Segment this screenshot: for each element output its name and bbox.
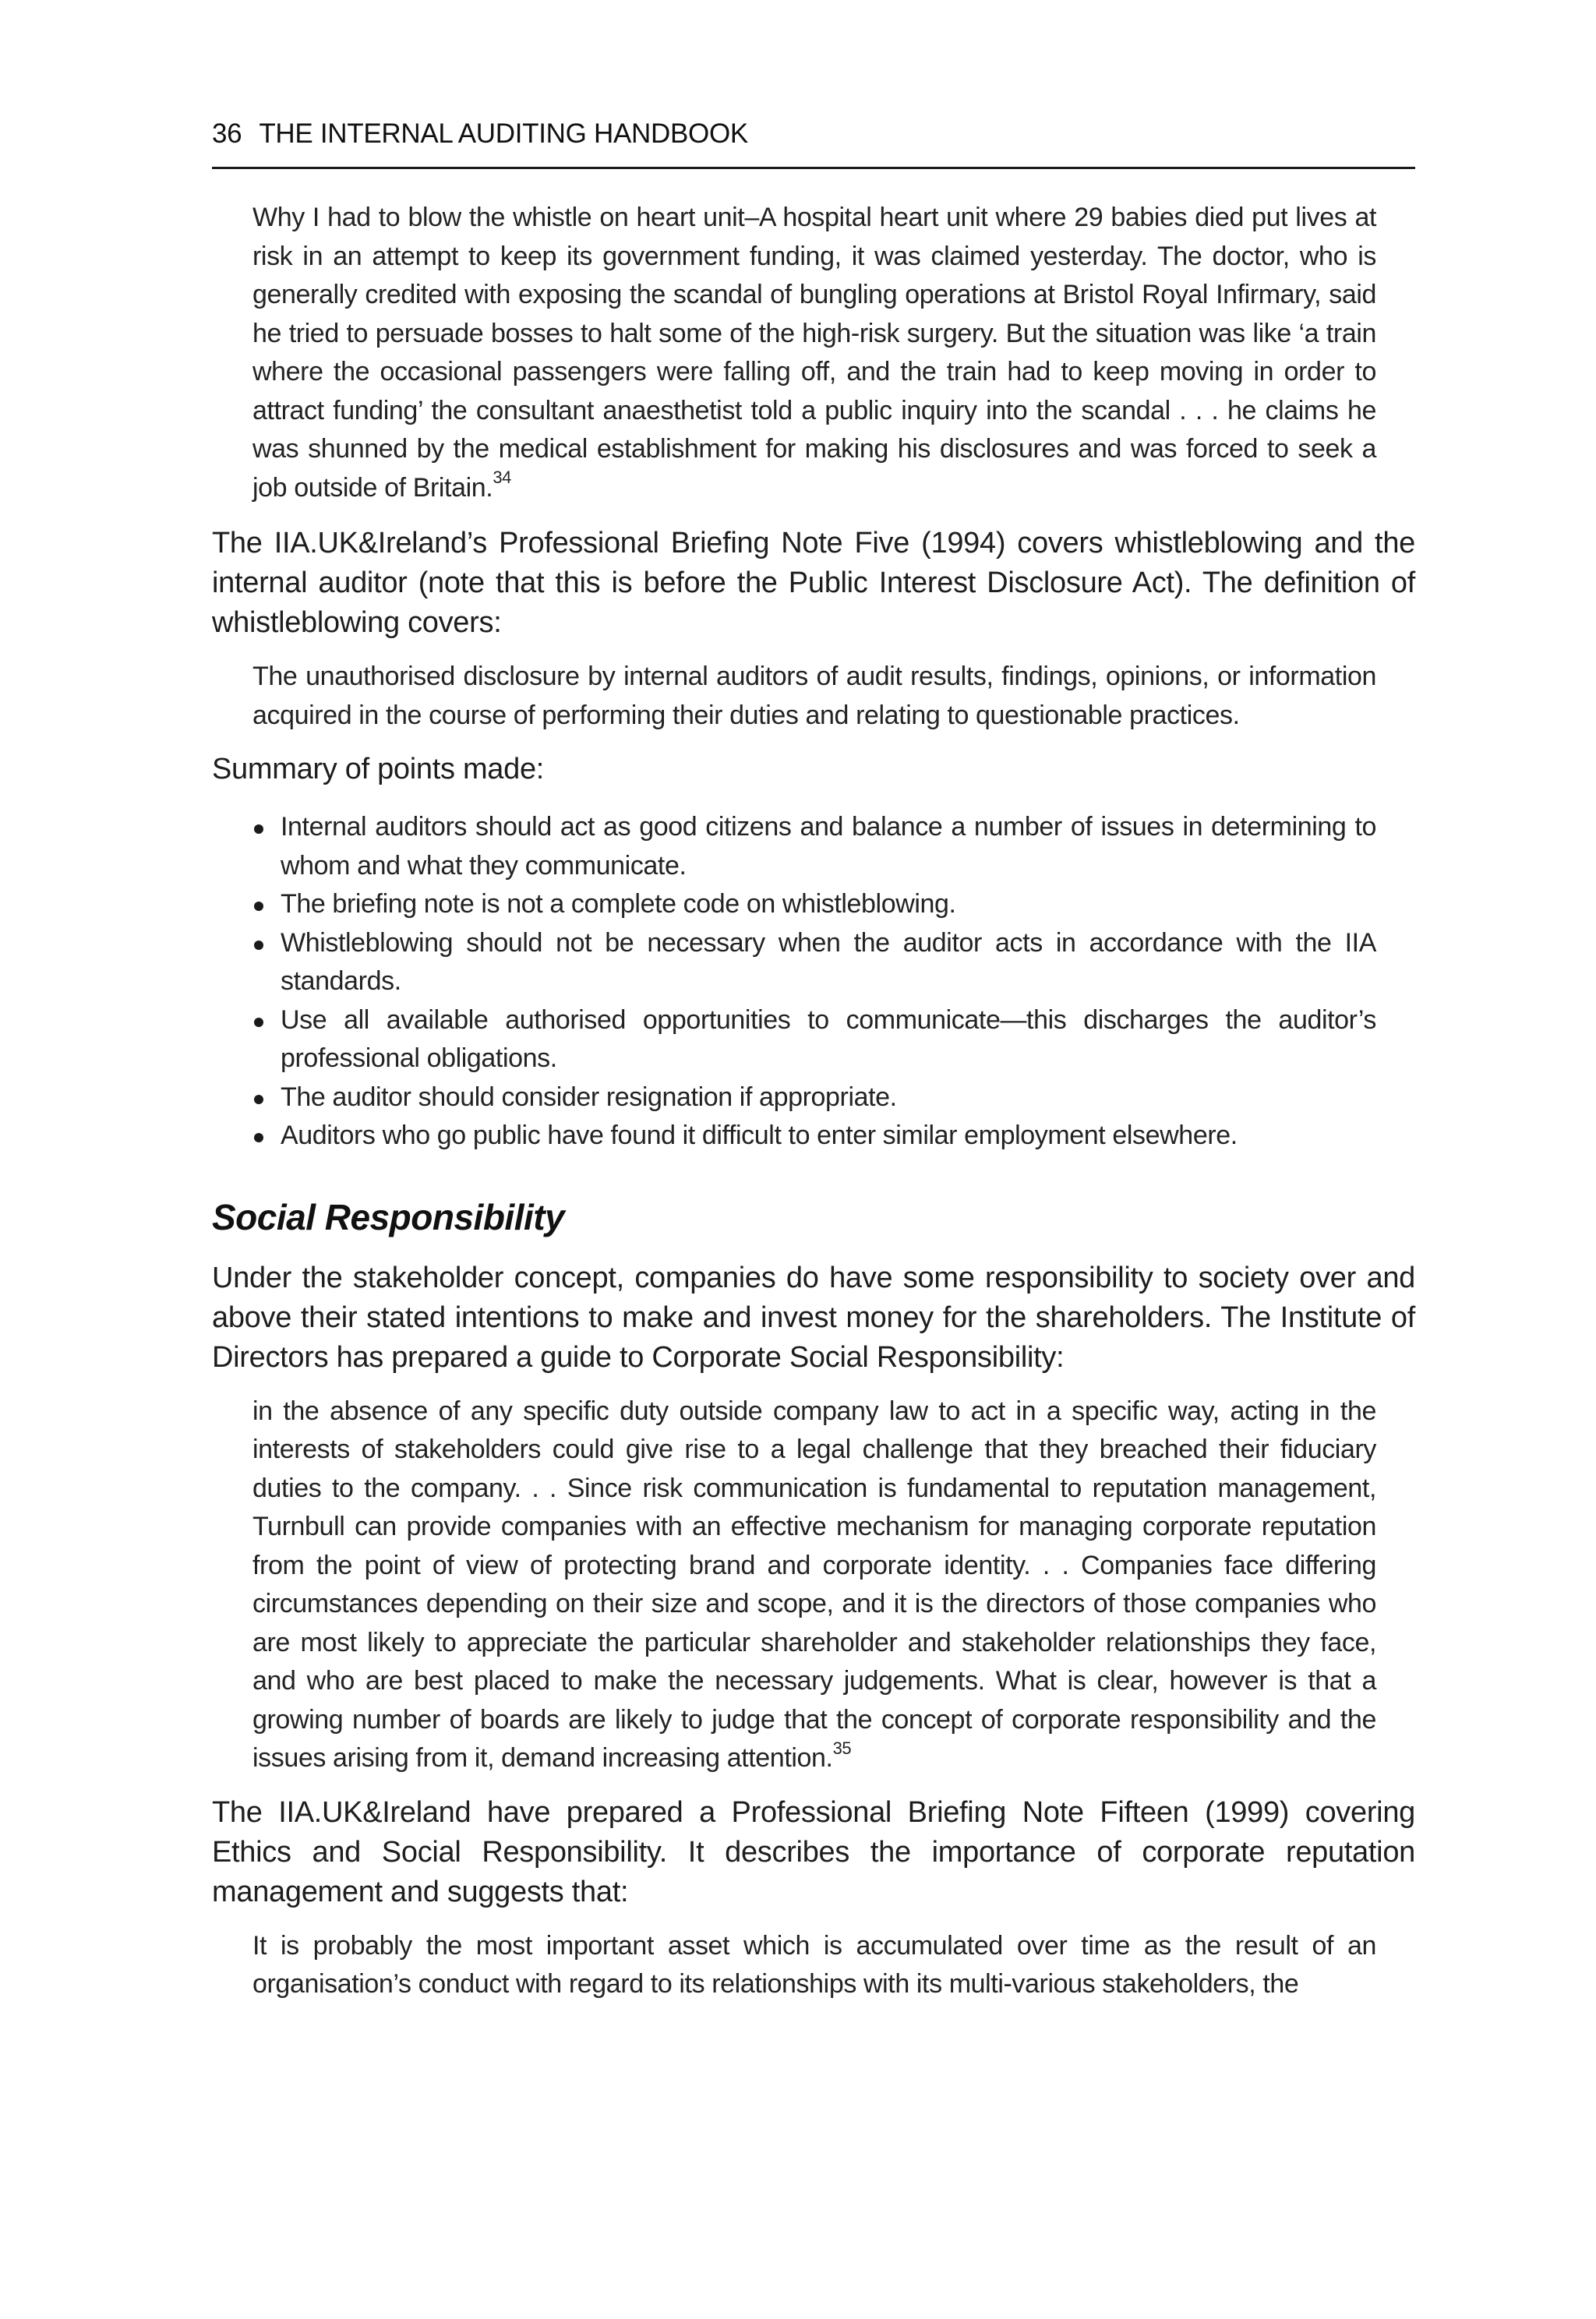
list-item bbox=[252, 924, 1376, 1001]
list-item-text: The auditor should consider resignation if appropriate. bbox=[281, 1082, 897, 1112]
paragraph-briefing-note-five: The IIA.UK&Ireland’s Professional Briefing Note Five (1994) covers whistleblowing and the internal auditor (note that this is before the Public Interest Disclosure Act). The definition of whistleblowing covers: bbox=[212, 527, 1415, 639]
footnote-ref-34[interactable]: 34 bbox=[493, 468, 511, 488]
block-quote-reputation: It is probably the most important asset which is accumulated over time as the result of an organisation’s conduct with regard to its relationships with its multi-various stakeholders, the bbox=[252, 1930, 1376, 1999]
footnote-ref-35[interactable]: 35 bbox=[832, 1738, 852, 1758]
book-title: THE INTERNAL AUDITING HANDBOOK bbox=[259, 118, 748, 149]
body-text bbox=[212, 199, 1415, 2004]
block-quote-institute-of-directors bbox=[252, 1392, 1376, 1778]
paragraph-stakeholder-concept: Under the stakeholder concept, companies do have some responsibility to society over and above their stated intentions to make and invest money for the shareholders. The Institute of Directors has prepared a guide to Corporate Social Responsibility: bbox=[212, 1261, 1415, 1374]
bullet-icon bbox=[254, 824, 263, 834]
bullet-icon bbox=[254, 1133, 263, 1142]
list-item-text: The briefing note is not a complete code on whistleblowing. bbox=[281, 889, 956, 919]
section-heading-social-responsibility: Social Responsibility bbox=[212, 1196, 565, 1237]
list-item-text: Whistleblowing should not be necessary when the auditor acts in accordance with the IIA standards. bbox=[281, 927, 1376, 996]
list-item bbox=[252, 1001, 1376, 1078]
paragraph-summary-intro: Summary of points made: bbox=[212, 753, 545, 785]
bullet-icon bbox=[254, 941, 263, 950]
bullet-icon bbox=[254, 902, 263, 911]
list-item bbox=[252, 1078, 1376, 1117]
list-item bbox=[252, 808, 1376, 885]
running-head bbox=[212, 118, 1415, 150]
header-rule bbox=[212, 167, 1415, 169]
block-quote-definition: The unauthorised disclosure by internal auditors of audit results, findings, opinions, or information acquired in the course of performing their duties and relating to questionable practices. bbox=[252, 662, 1376, 730]
quote-text: in the absence of any specific duty outside company law to act in a specific way, acting in the interests of stakeholders could give rise to a legal challenge that they breached their fiduciary duties to the company. . . Since risk communication is fundamental to reputation management, Turnbull can provide companies with an effective mechanism for managing corporate reputation from the point of view of protecting brand and corporate identity. . . Companies face differing circumstances depending on their size and scope, and it is the directors of those companies who are most likely to appreciate the particular shareholder and stakeholder relationships they face, and who are best placed to make the necessary judgements. What is clear, however is that a growing number of boards are likely to judge that the concept of corporate responsibility and the issues arising from it, demand increasing attention. bbox=[252, 1396, 1376, 1773]
page-number: 36 bbox=[212, 118, 242, 149]
paragraph-briefing-note-fifteen: The IIA.UK&Ireland have prepared a Professional Briefing Note Fifteen (1999) covering Ethics and Social Responsibility. It describes the importance of corporate reputation management and suggests that: bbox=[212, 1795, 1415, 1908]
list-item bbox=[252, 1117, 1376, 1156]
list-item-text: Use all available authorised opportunities to communicate—this discharges the auditor’s professional obligations. bbox=[281, 1004, 1376, 1073]
quote-text: Why I had to blow the whistle on heart unit–A hospital heart unit where 29 babies died put lives at risk in an attempt to keep its government funding, it was claimed yesterday. The doctor, who is generally credited with exposing the scandal of bungling operations at Bristol Royal Infirmary, said he tried to persuade bosses to halt some of the high-risk surgery. But the situation was like ‘a train where the occasional passengers were falling off, and the train had to keep moving in order to attract funding’ the consultant anaesthetist told a public inquiry into the scandal . . . he claims he was shunned by the medical establishment for making his disclosures and was forced to seek a job outside of Britain. bbox=[252, 203, 1376, 503]
bullet-icon bbox=[254, 1095, 263, 1104]
list-item-text: Internal auditors should act as good citizens and balance a number of issues in determining to whom and what they communicate. bbox=[281, 812, 1376, 881]
list-item bbox=[252, 885, 1376, 924]
summary-bullet-list bbox=[252, 808, 1376, 1156]
bullet-icon bbox=[254, 1018, 263, 1027]
block-quote-heart-unit bbox=[252, 199, 1376, 507]
list-item-text: Auditors who go public have found it difficult to enter similar employment elsewhere. bbox=[281, 1121, 1238, 1150]
